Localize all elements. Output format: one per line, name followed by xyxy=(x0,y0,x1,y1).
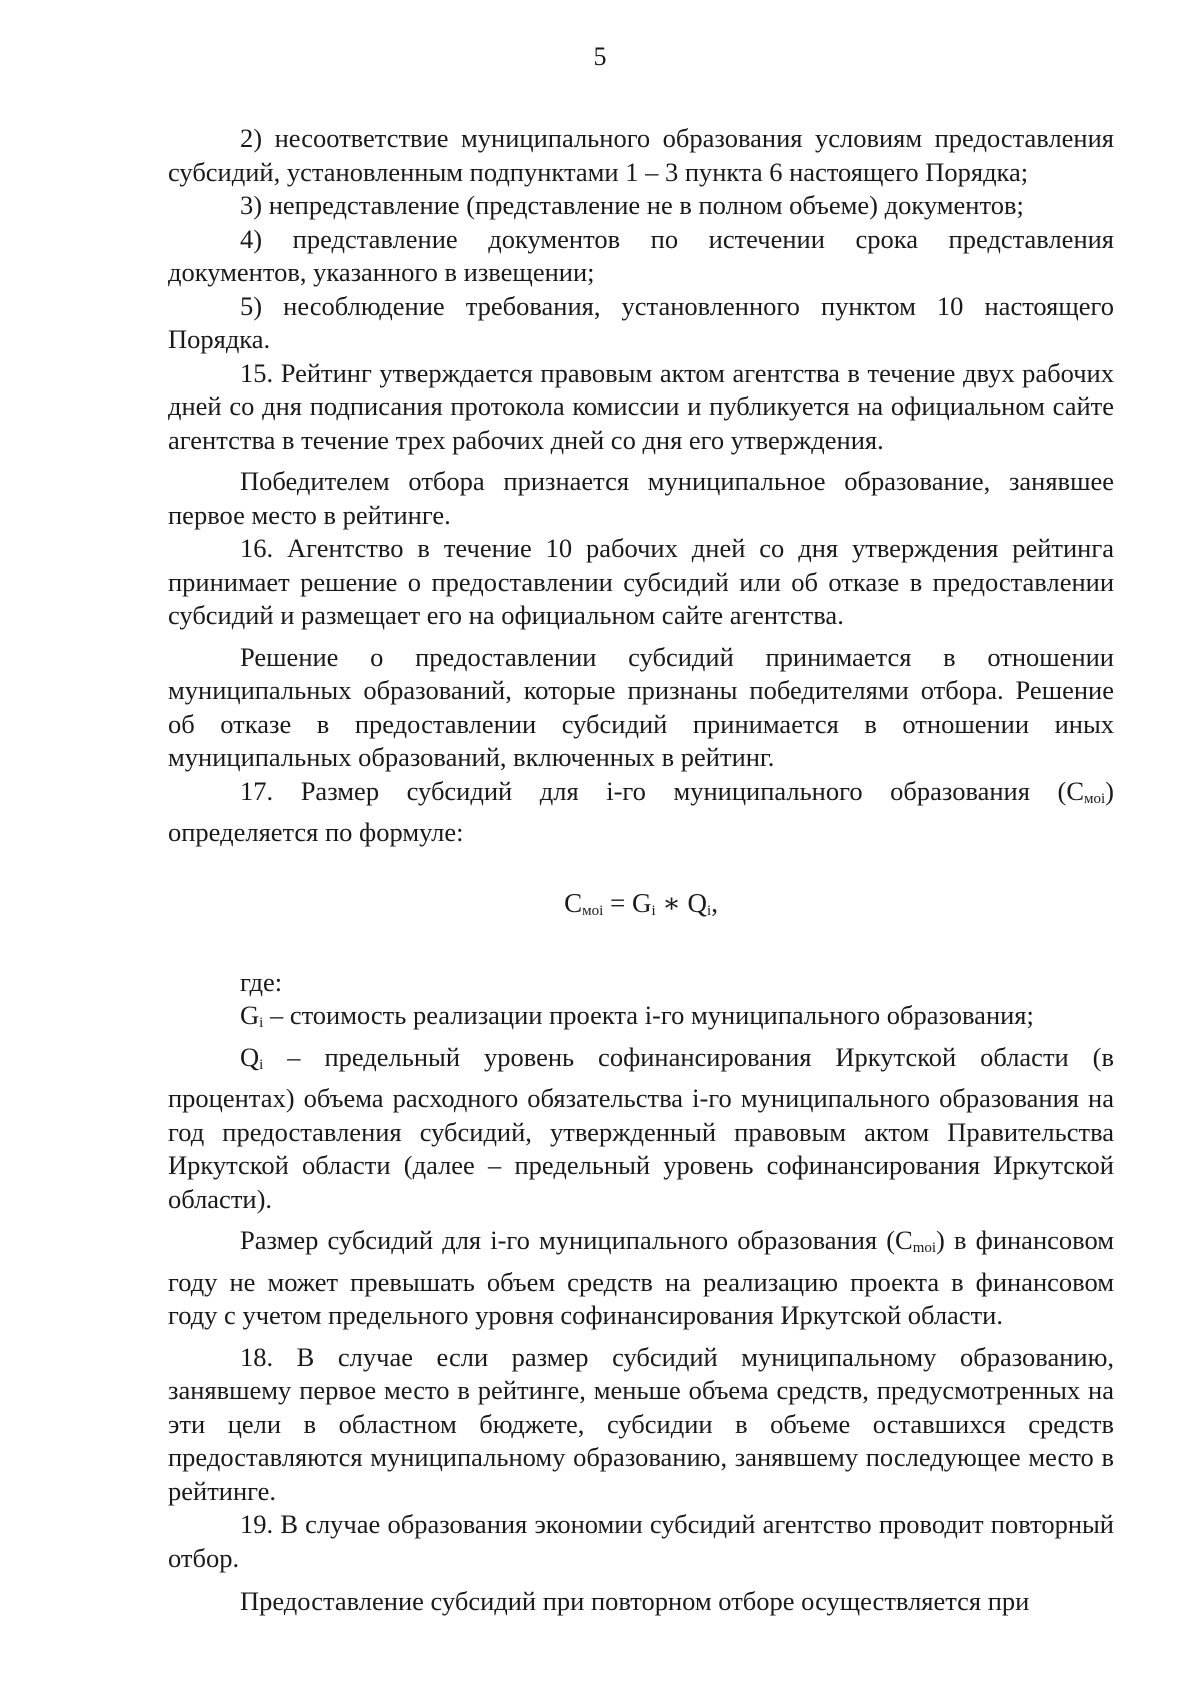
definition-q-subscript: i xyxy=(259,1056,264,1073)
paragraph-item-5: 5) несоблюдение требования, установленного пунктом 10 настоящего Порядка. xyxy=(168,290,1114,354)
paragraph-17 xyxy=(168,775,1114,850)
paragraph-item-3: 3) непредставление (представление не в полном объеме) документов; xyxy=(240,190,1024,220)
formula-equals-g: = G xyxy=(603,887,652,918)
paragraph-16: 16. Агентство в течение 10 рабочих дней со дня утверждения рейтинга принимает решение о предоставлении субсидий или об отказе в предоставлении субсидий и размещает его на официальном сайте агентства. xyxy=(168,533,1114,630)
formula-tail: , xyxy=(711,887,718,918)
definition-q xyxy=(168,1041,1114,1217)
paragraph-decision: Решение о предоставлении субсидий принимается в отношении муниципальных образований, которые признаны победителями отбора. Решение об отказе в предоставлении субсидий принимается в отношении иных муниципальных образований, включенных в рейтинг. xyxy=(168,641,1114,772)
paragraph-17-subscript: моi xyxy=(1084,790,1106,807)
definition-g-subscript: i xyxy=(259,1015,264,1031)
paragraph-17-start: 17. Размер субсидий для i-го муниципального образования (С xyxy=(240,775,1084,806)
paragraph-winner: Победителем отбора признается муниципальное образование, занявшее первое место в рейтинге. xyxy=(168,466,1114,530)
paragraph-19: 19. В случае образования экономии субсидий агентство проводит повторный отбор. xyxy=(168,1509,1114,1573)
paragraph-subsidy-limit-end: ) в финансовом году не может превышать объем средств на реализацию проекта в финансовом году с учетом предельного уровня софинансирования Иркутской области. xyxy=(168,1225,1114,1330)
definition-g xyxy=(168,999,1114,1041)
paragraph-subsidy-limit xyxy=(168,1224,1114,1333)
definition-q-symbol: Q xyxy=(240,1041,260,1072)
paragraph-item-2: 2) несоответствие муниципального образования условиям предоставления субсидий, установленным подпунктами 1 – 3 пункта 6 настоящего Порядка; xyxy=(168,123,1114,187)
subsidy-formula xyxy=(168,886,1114,928)
paragraph-subsidy-limit-start: Размер субсидий для i-го муниципального образования (С xyxy=(240,1225,913,1255)
definition-g-symbol: G xyxy=(240,1000,260,1030)
formula-q-subscript: i xyxy=(707,902,712,919)
where-label: где: xyxy=(240,966,283,997)
formula-g-subscript: i xyxy=(651,902,656,919)
paragraph-subsidy-limit-subscript: moi xyxy=(912,1240,937,1256)
document-body xyxy=(168,122,1114,1619)
paragraph-18: 18. В случае если размер субсидий муниципальному образованию, занявшему первое место в рейтинге, меньше объема средств, предусмотренных на эти цели в областном бюджете, субсидии в объеме оставшихся средств предоставляются муниципальному образованию, занявшему последующее место в рейтинге. xyxy=(168,1341,1114,1506)
definition-g-text: – стоимость реализации проекта i-го муниципального образования; xyxy=(263,1000,1034,1030)
page-number: 5 xyxy=(593,42,607,71)
paragraph-repeat-selection: Предоставление субсидий при повторном отборе осуществляется при xyxy=(240,1586,1030,1616)
formula-multiply-q: ∗ Q xyxy=(655,887,708,918)
definition-q-text: – предельный уровень софинансирования Иркутской области (в процентах) объема расходного обязательства i-го муниципального образования на год предоставления субсидий, утвержденный правовым актом Правительства Иркутской области (далее – предельный уровень софинансирования Иркутской области). xyxy=(168,1041,1114,1214)
formula-lhs: С xyxy=(564,887,583,918)
formula-lhs-subscript: моi xyxy=(582,902,604,919)
paragraph-15: 15. Рейтинг утверждается правовым актом агентства в течение двух рабочих дней со дня подписания протокола комиссии и публикуется на официальном сайте агентства в течение трех рабочих дней со дня его утверждения. xyxy=(168,357,1114,455)
paragraph-item-4: 4) представление документов по истечении срока представления документов, указанного в извещении; xyxy=(168,223,1114,287)
paragraph-17-end: ) определяется по формуле: xyxy=(168,775,1114,847)
